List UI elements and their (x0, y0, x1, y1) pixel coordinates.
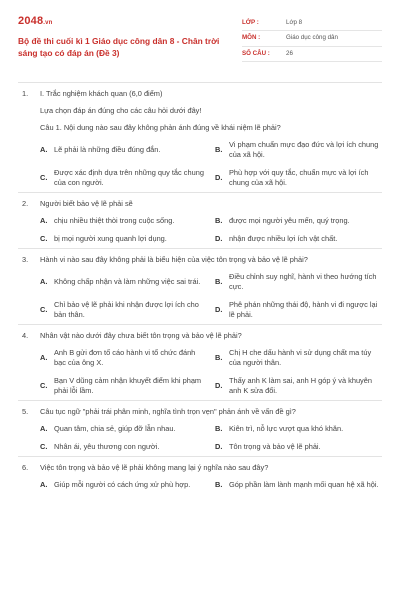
question-text: Người biết bảo vệ lẽ phải sẽ (40, 198, 133, 208)
question-row (18, 407, 382, 417)
option-text: nhận được nhiều lợi ích vật chất. (229, 233, 338, 243)
answer-option[interactable] (215, 234, 382, 244)
meta-label: MÔN : (242, 34, 261, 42)
option-letter: B. (215, 215, 223, 225)
option-letter: A. (40, 215, 48, 225)
option-text: Điều chỉnh suy nghĩ, hành vi theo hướng tích cực. (229, 271, 377, 291)
header-left (18, 14, 238, 74)
question-extra-text: Lựa chọn đáp án đúng cho các câu hỏi dưới đây! (40, 105, 202, 115)
answer-option[interactable] (40, 376, 207, 396)
option-text: Không chấp nhận và làm những việc sai trái. (54, 276, 201, 286)
option-letter: A. (40, 276, 48, 286)
logo-main: 2048 (18, 15, 44, 27)
options-grid (40, 424, 382, 452)
options-grid (40, 348, 382, 396)
answer-option[interactable] (215, 140, 382, 160)
option-text: Vi phạm chuẩn mực đạo đức và lợi ích chung của xã hội. (229, 139, 379, 159)
question-extra-text: Câu 1. Nội dung nào sau đây không phản ánh đúng về khái niệm lẽ phải? (40, 122, 281, 132)
answer-option[interactable] (215, 480, 382, 490)
option-letter: D. (215, 304, 223, 314)
option-text: Chị H che dấu hành vi sử dụng chất ma túy của người thân. (229, 347, 372, 367)
option-letter: C. (40, 172, 48, 182)
option-text: Lẽ phải là những điều đúng đắn. (54, 144, 161, 154)
option-text: Thấy anh K làm sai, anh H góp ý và khuyên anh K sửa đổi. (229, 375, 372, 395)
option-letter: A. (40, 479, 48, 489)
option-letter: D. (215, 172, 223, 182)
option-text: Chỉ bảo vệ lẽ phải khi nhận được lợi ích cho bản thân. (54, 299, 199, 319)
question-number: 4. (22, 330, 29, 340)
question-number: 5. (22, 406, 29, 416)
answer-option[interactable] (40, 168, 207, 188)
answer-option[interactable] (215, 168, 382, 188)
meta-row (242, 47, 382, 62)
option-text: Nhân ái, yêu thương con người. (54, 441, 160, 451)
answer-option[interactable] (40, 300, 207, 320)
question-row (18, 331, 382, 341)
exam-title: Bộ đề thi cuối kì 1 Giáo dục công dân 8 - Chân trời sáng tạo có đáp án (Đề 3) (18, 35, 220, 59)
answer-option[interactable] (40, 140, 207, 160)
option-text: Quan tâm, chia sẻ, giúp đỡ lẫn nhau. (54, 423, 176, 433)
options-grid (40, 480, 382, 490)
option-text: Bạn V dũng cảm nhận khuyết điểm khi phạm phải lỗi lầm. (54, 375, 202, 395)
option-text: bị mọi người xung quanh lợi dụng. (54, 233, 167, 243)
options-grid (40, 140, 382, 188)
answer-option[interactable] (40, 348, 207, 368)
option-letter: A. (40, 423, 48, 433)
answer-option[interactable] (215, 424, 382, 434)
question-number: 2. (22, 198, 29, 208)
option-letter: D. (215, 441, 223, 451)
question-block (18, 456, 382, 494)
answer-option[interactable] (215, 300, 382, 320)
question-text: Câu tục ngữ "phải trái phân minh, nghĩa tình trọn vẹn" phản ánh về vấn đề gì? (40, 406, 296, 416)
answer-option[interactable] (40, 442, 207, 452)
answer-option[interactable] (40, 480, 207, 490)
answer-option[interactable] (40, 234, 207, 244)
option-text: Giúp mỗi người có cách ứng xử phù hợp. (54, 479, 191, 489)
header (18, 0, 382, 74)
question-block (18, 192, 382, 248)
option-letter: B. (215, 352, 223, 362)
option-text: Góp phần làm lành mạnh mối quan hệ xã hội. (229, 479, 379, 489)
meta-row (242, 16, 382, 31)
answer-option[interactable] (40, 272, 207, 292)
logo-suffix: .vn (43, 20, 53, 26)
option-text: được mọi người yêu mến, quý trọng. (229, 215, 350, 225)
answer-option[interactable] (215, 272, 382, 292)
question-block (18, 400, 382, 456)
option-letter: B. (215, 423, 223, 433)
option-text: chịu nhiều thiệt thòi trong cuộc sống. (54, 215, 175, 225)
question-row (18, 89, 382, 99)
question-text: I. Trắc nghiệm khách quan (6,0 điểm) (40, 89, 163, 98)
options-grid (40, 216, 382, 244)
question-text: Hành vi nào sau đây không phải là biểu hiện của việc tôn trọng và bảo vệ lẽ phải? (40, 254, 308, 264)
meta-label: LỚP : (242, 19, 259, 26)
site-logo[interactable] (18, 14, 238, 29)
question-text: Việc tôn trọng và bảo vệ lẽ phải không mang lại ý nghĩa nào sau đây? (40, 462, 269, 472)
option-letter: C. (40, 304, 48, 314)
option-text: Tôn trọng và bảo vệ lẽ phải. (229, 441, 321, 451)
option-text: Kiên trì, nỗ lực vượt qua khó khăn. (229, 423, 344, 433)
question-row (18, 255, 382, 265)
question-number: 3. (22, 254, 29, 264)
meta-value: Giáo dục công dân (286, 34, 338, 42)
option-letter: A. (40, 352, 48, 362)
option-text: Được xác định dựa trên những quy tắc chung của con người. (54, 167, 204, 187)
question-row (18, 463, 382, 473)
question-block (18, 324, 382, 400)
option-letter: C. (40, 380, 48, 390)
option-text: Anh B gửi đơn tố cáo hành vi tổ chức đánh bạc của ông X. (54, 347, 196, 367)
answer-option[interactable] (215, 348, 382, 368)
option-letter: D. (215, 233, 223, 243)
question-number: 6. (22, 462, 29, 472)
question-block (18, 248, 382, 324)
options-grid (40, 272, 382, 320)
option-letter: C. (40, 441, 48, 451)
question-list (18, 82, 382, 494)
option-letter: D. (215, 380, 223, 390)
meta-label: SỐ CÂU : (242, 49, 270, 57)
question-text: Nhân vật nào dưới đây chưa biết tôn trọng và bảo vệ lẽ phải? (40, 330, 242, 340)
meta-value: 26 (286, 49, 293, 57)
question-number: 1. (22, 89, 29, 98)
answer-option[interactable] (40, 216, 207, 226)
exam-meta (242, 16, 382, 74)
option-letter: B. (215, 144, 223, 154)
question-block (18, 82, 382, 192)
question-row (18, 199, 382, 209)
answer-option[interactable] (40, 424, 207, 434)
option-letter: C. (40, 233, 48, 243)
option-text: Phê phán những thái độ, hành vi đi ngược lại lẽ phải. (229, 299, 378, 319)
answer-option[interactable] (215, 376, 382, 396)
option-letter: B. (215, 276, 223, 286)
option-letter: B. (215, 479, 223, 489)
meta-value: Lớp 8 (286, 19, 303, 26)
option-text: Phù hợp với quy tắc, chuẩn mực và lợi ích chung của xã hội. (229, 167, 369, 187)
answer-option[interactable] (215, 442, 382, 452)
answer-option[interactable] (215, 216, 382, 226)
option-letter: A. (40, 144, 48, 154)
meta-row (242, 31, 382, 46)
